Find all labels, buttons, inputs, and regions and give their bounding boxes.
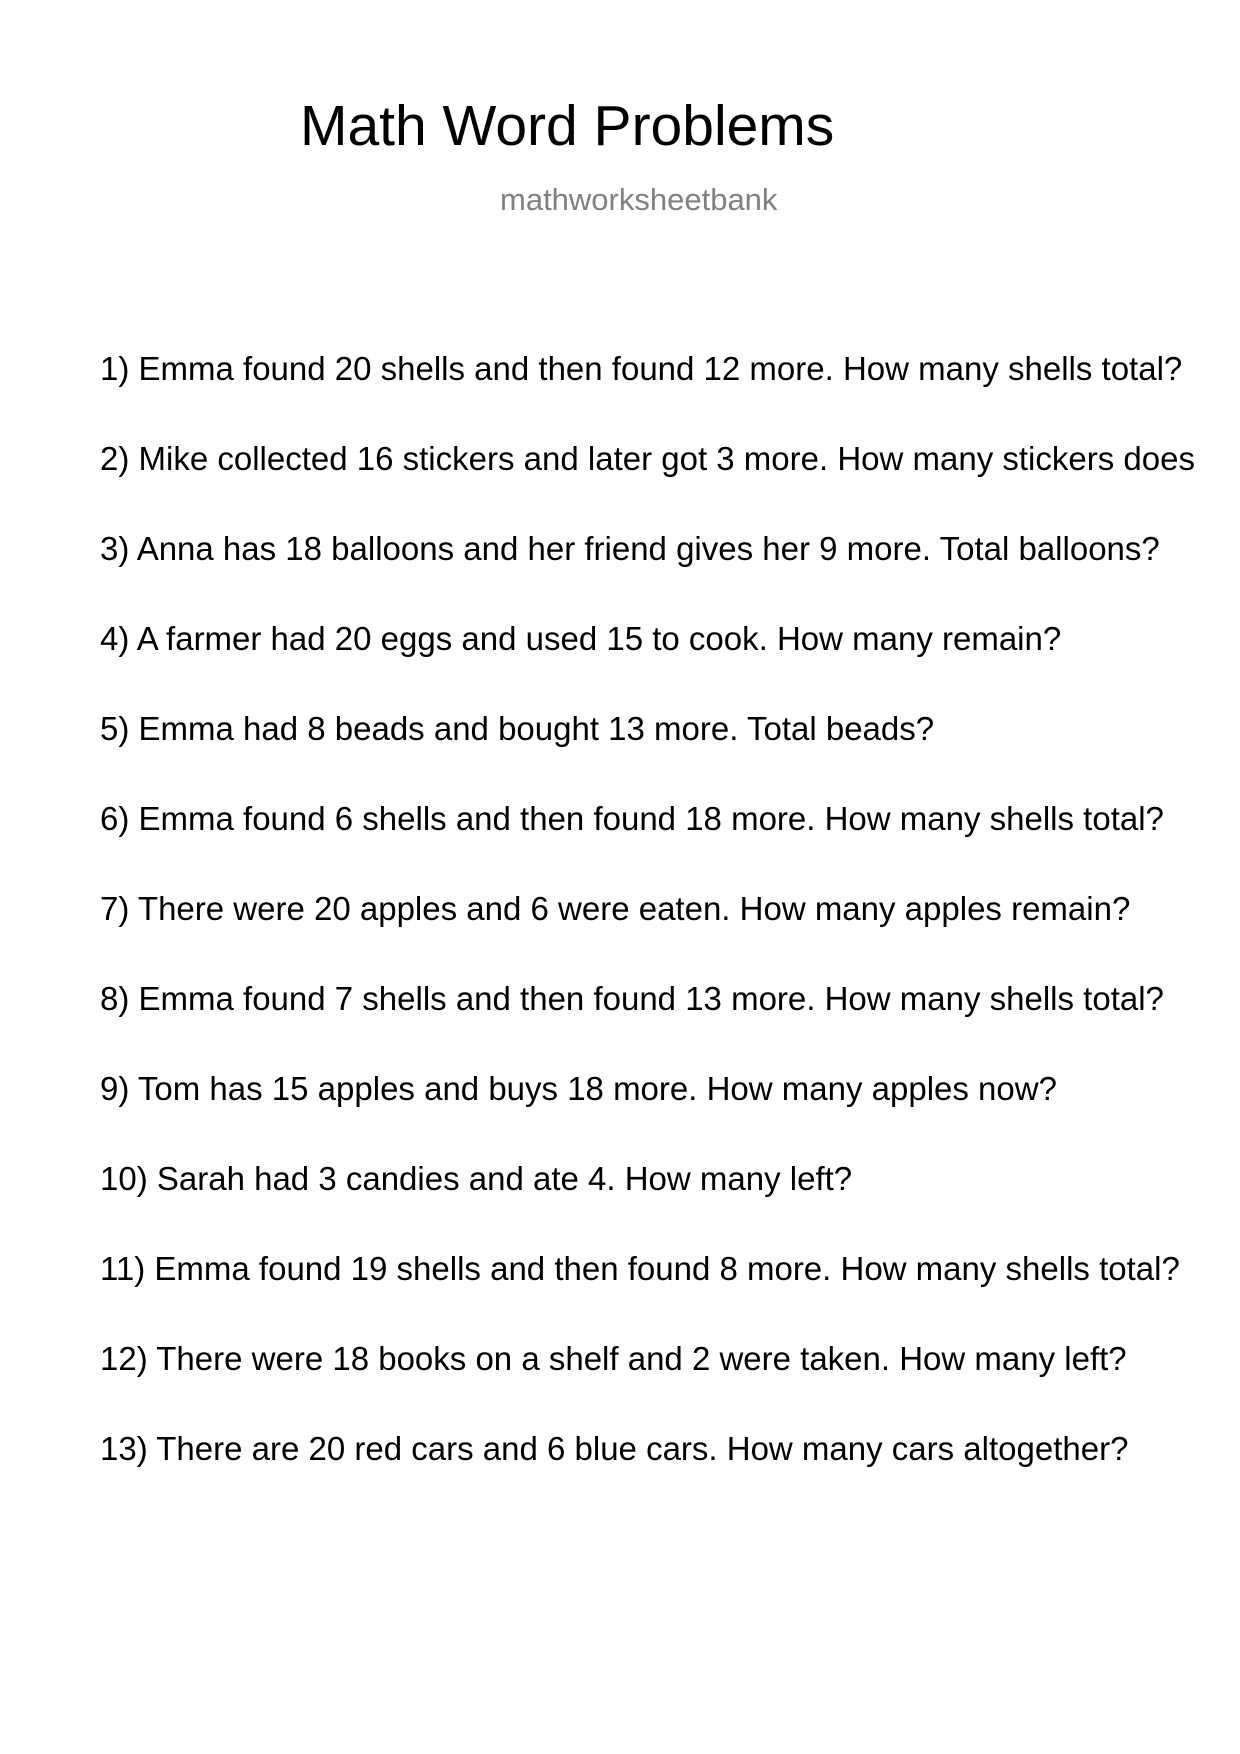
page-subtitle: mathworksheetbank (500, 182, 778, 217)
problem-item: 4) A farmer had 20 eggs and used 15 to cook. How many remain? (100, 620, 1062, 657)
page-title: Math Word Problems (300, 94, 835, 158)
problem-item: 7) There were 20 apples and 6 were eaten. How many apples remain? (100, 890, 1131, 927)
problem-item: 1) Emma found 20 shells and then found 12 more. How many shells total? (100, 350, 1183, 387)
problem-item: 10) Sarah had 3 candies and ate 4. How many left? (100, 1160, 853, 1197)
problem-item: 11) Emma found 19 shells and then found 8 more. How many shells total? (100, 1250, 1180, 1287)
problem-item: 13) There are 20 red cars and 6 blue cars. How many cars altogether? (100, 1430, 1129, 1467)
problem-item: 5) Emma had 8 beads and bought 13 more. Total beads? (100, 710, 935, 747)
problem-item: 2) Mike collected 16 stickers and later got 3 more. How many stickers does (100, 440, 1195, 477)
problem-item: 12) There were 18 books on a shelf and 2 were taken. How many left? (100, 1340, 1127, 1377)
problem-item: 6) Emma found 6 shells and then found 18 more. How many shells total? (100, 800, 1164, 837)
problem-item: 8) Emma found 7 shells and then found 13 more. How many shells total? (100, 980, 1164, 1017)
problem-list (100, 350, 1195, 1520)
problem-item: 3) Anna has 18 balloons and her friend gives her 9 more. Total balloons? (100, 530, 1160, 567)
problem-item: 9) Tom has 15 apples and buys 18 more. How many apples now? (100, 1070, 1057, 1107)
